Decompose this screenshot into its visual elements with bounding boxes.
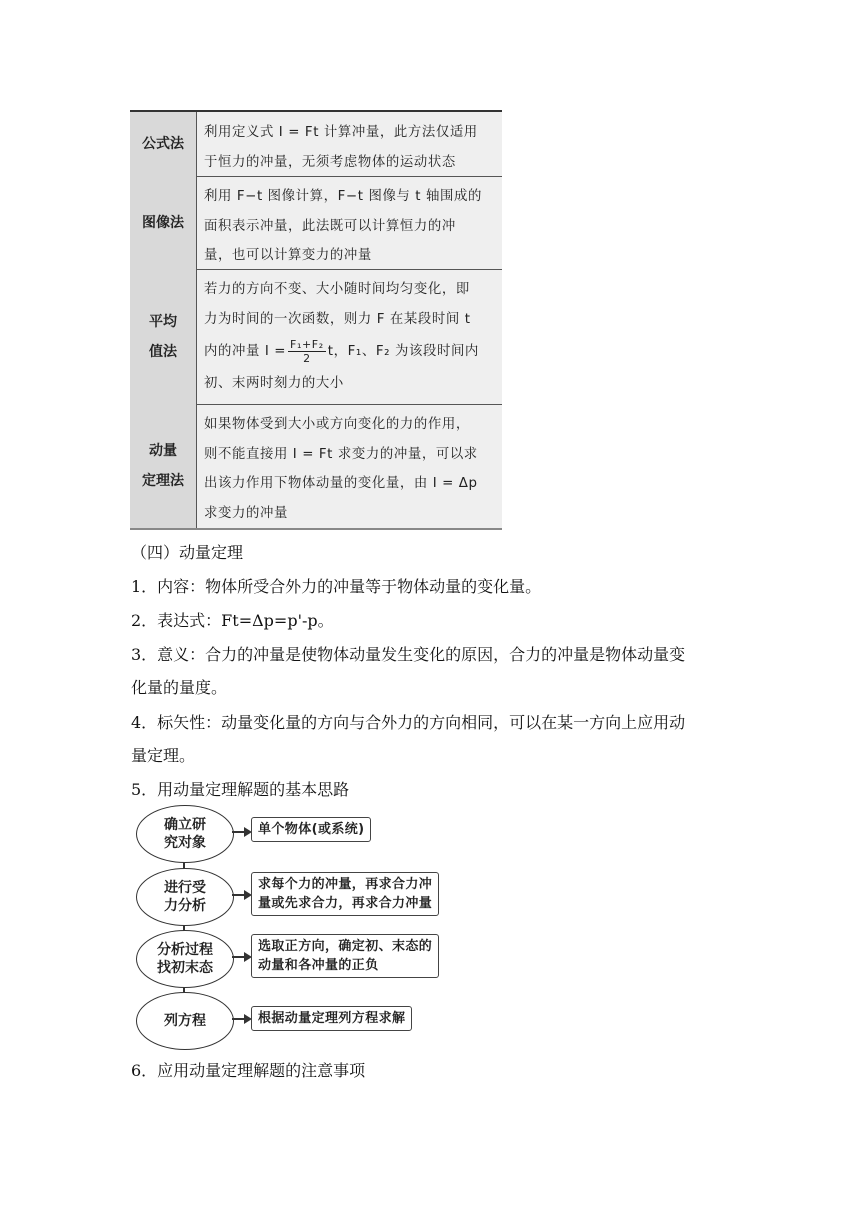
description-line: 若力的方向不变、大小随时间均匀变化，即 <box>204 282 470 297</box>
row-description <box>204 410 496 528</box>
flow-step-oval: 进行受 力分析 <box>136 868 234 926</box>
flow-step-oval: 分析过程 找初末态 <box>136 930 234 988</box>
description-line: 于恒力的冲量，无须考虑物体的运动状态 <box>204 154 456 170</box>
arrow-icon <box>232 831 245 833</box>
section-title: （四）动量定理 <box>131 543 244 562</box>
table-row-momentum-theorem-method <box>130 404 502 528</box>
paragraph-vector-cont: 量定理。 <box>131 746 196 765</box>
description-line: 出该力作用下物体动量的变化量，由 I = Δp <box>204 476 478 491</box>
solving-approach-flowchart <box>128 804 478 1044</box>
row-description <box>204 182 496 271</box>
impulse-methods-table <box>130 110 502 530</box>
flow-step-oval: 确立研 究对象 <box>136 805 234 863</box>
paragraph-content: 1．内容：物体所受合外力的冲量等于物体动量的变化量。 <box>131 577 542 596</box>
paragraph-approach: 5．用动量定理解题的基本思路 <box>131 780 350 799</box>
flow-step-box: 求每个力的冲量，再求合力冲 量或先求合力，再求合力冲量 <box>251 872 439 916</box>
description-line: 量，也可以计算变力的冲量 <box>204 248 372 263</box>
description-line: 初、末两时刻力的大小 <box>204 376 344 391</box>
flow-step-box: 选取正方向，确定初、末态的 动量和各冲量的正负 <box>251 934 439 978</box>
arrow-icon <box>232 956 245 958</box>
row-heading: 平均 值法 <box>130 269 197 404</box>
row-description <box>204 275 496 399</box>
table-row-graph-method <box>130 176 502 270</box>
flow-step-oval: 列方程 <box>136 992 234 1050</box>
row-heading: 图像法 <box>130 176 197 269</box>
row-description <box>204 118 496 177</box>
table-row-formula-method <box>130 112 502 177</box>
description-line: 面积表示冲量，此法既可以计算恒力的冲 <box>204 218 456 234</box>
description-line: 利用定义式 I = Ft 计算冲量，此方法仅适用 <box>204 125 478 140</box>
table-row-average-method <box>130 269 502 405</box>
description-line: 利用 F−t 图像计算，F−t 图像与 t 轴围成的 <box>204 189 482 204</box>
formula-line: 内的冲量 I = $\frac{\text{F₁+F₂}}{2}$ t，F₁、F₂ 为该段时间内 <box>204 337 479 365</box>
description-line: 力为时间的一次函数，则力 F 在某段时间 t <box>204 312 471 327</box>
paragraph-meaning: 3．意义：合力的冲量是使物体动量发生变化的原因，合力的冲量是物体动量变 <box>131 645 686 664</box>
arrow-icon <box>232 894 245 896</box>
paragraph-expression: 2．表达式：Ft=Δp=p'-p。 <box>131 611 334 630</box>
paragraph-vector: 4．标矢性：动量变化量的方向与合外力的方向相同，可以在某一方向上应用动 <box>131 713 686 732</box>
paragraph-notes: 6．应用动量定理解题的注意事项 <box>131 1061 366 1080</box>
flow-step-box: 根据动量定理列方程求解 <box>251 1006 412 1031</box>
paragraph-meaning-cont: 化量的量度。 <box>131 678 228 697</box>
arrow-icon <box>232 1018 245 1020</box>
row-heading: 公式法 <box>130 112 197 176</box>
average-force-fraction: $\frac{\text{F₁+F₂}}{2}$ <box>290 337 324 365</box>
description-line: 求变力的冲量 <box>204 505 288 521</box>
flow-step-box: 单个物体(或系统) <box>251 817 371 842</box>
description-line: 则不能直接用 I = Ft 求变力的冲量，可以求 <box>204 446 478 462</box>
row-heading: 动量 定理法 <box>130 404 197 528</box>
description-line: 如果物体受到大小或方向变化的力的作用， <box>204 417 470 432</box>
